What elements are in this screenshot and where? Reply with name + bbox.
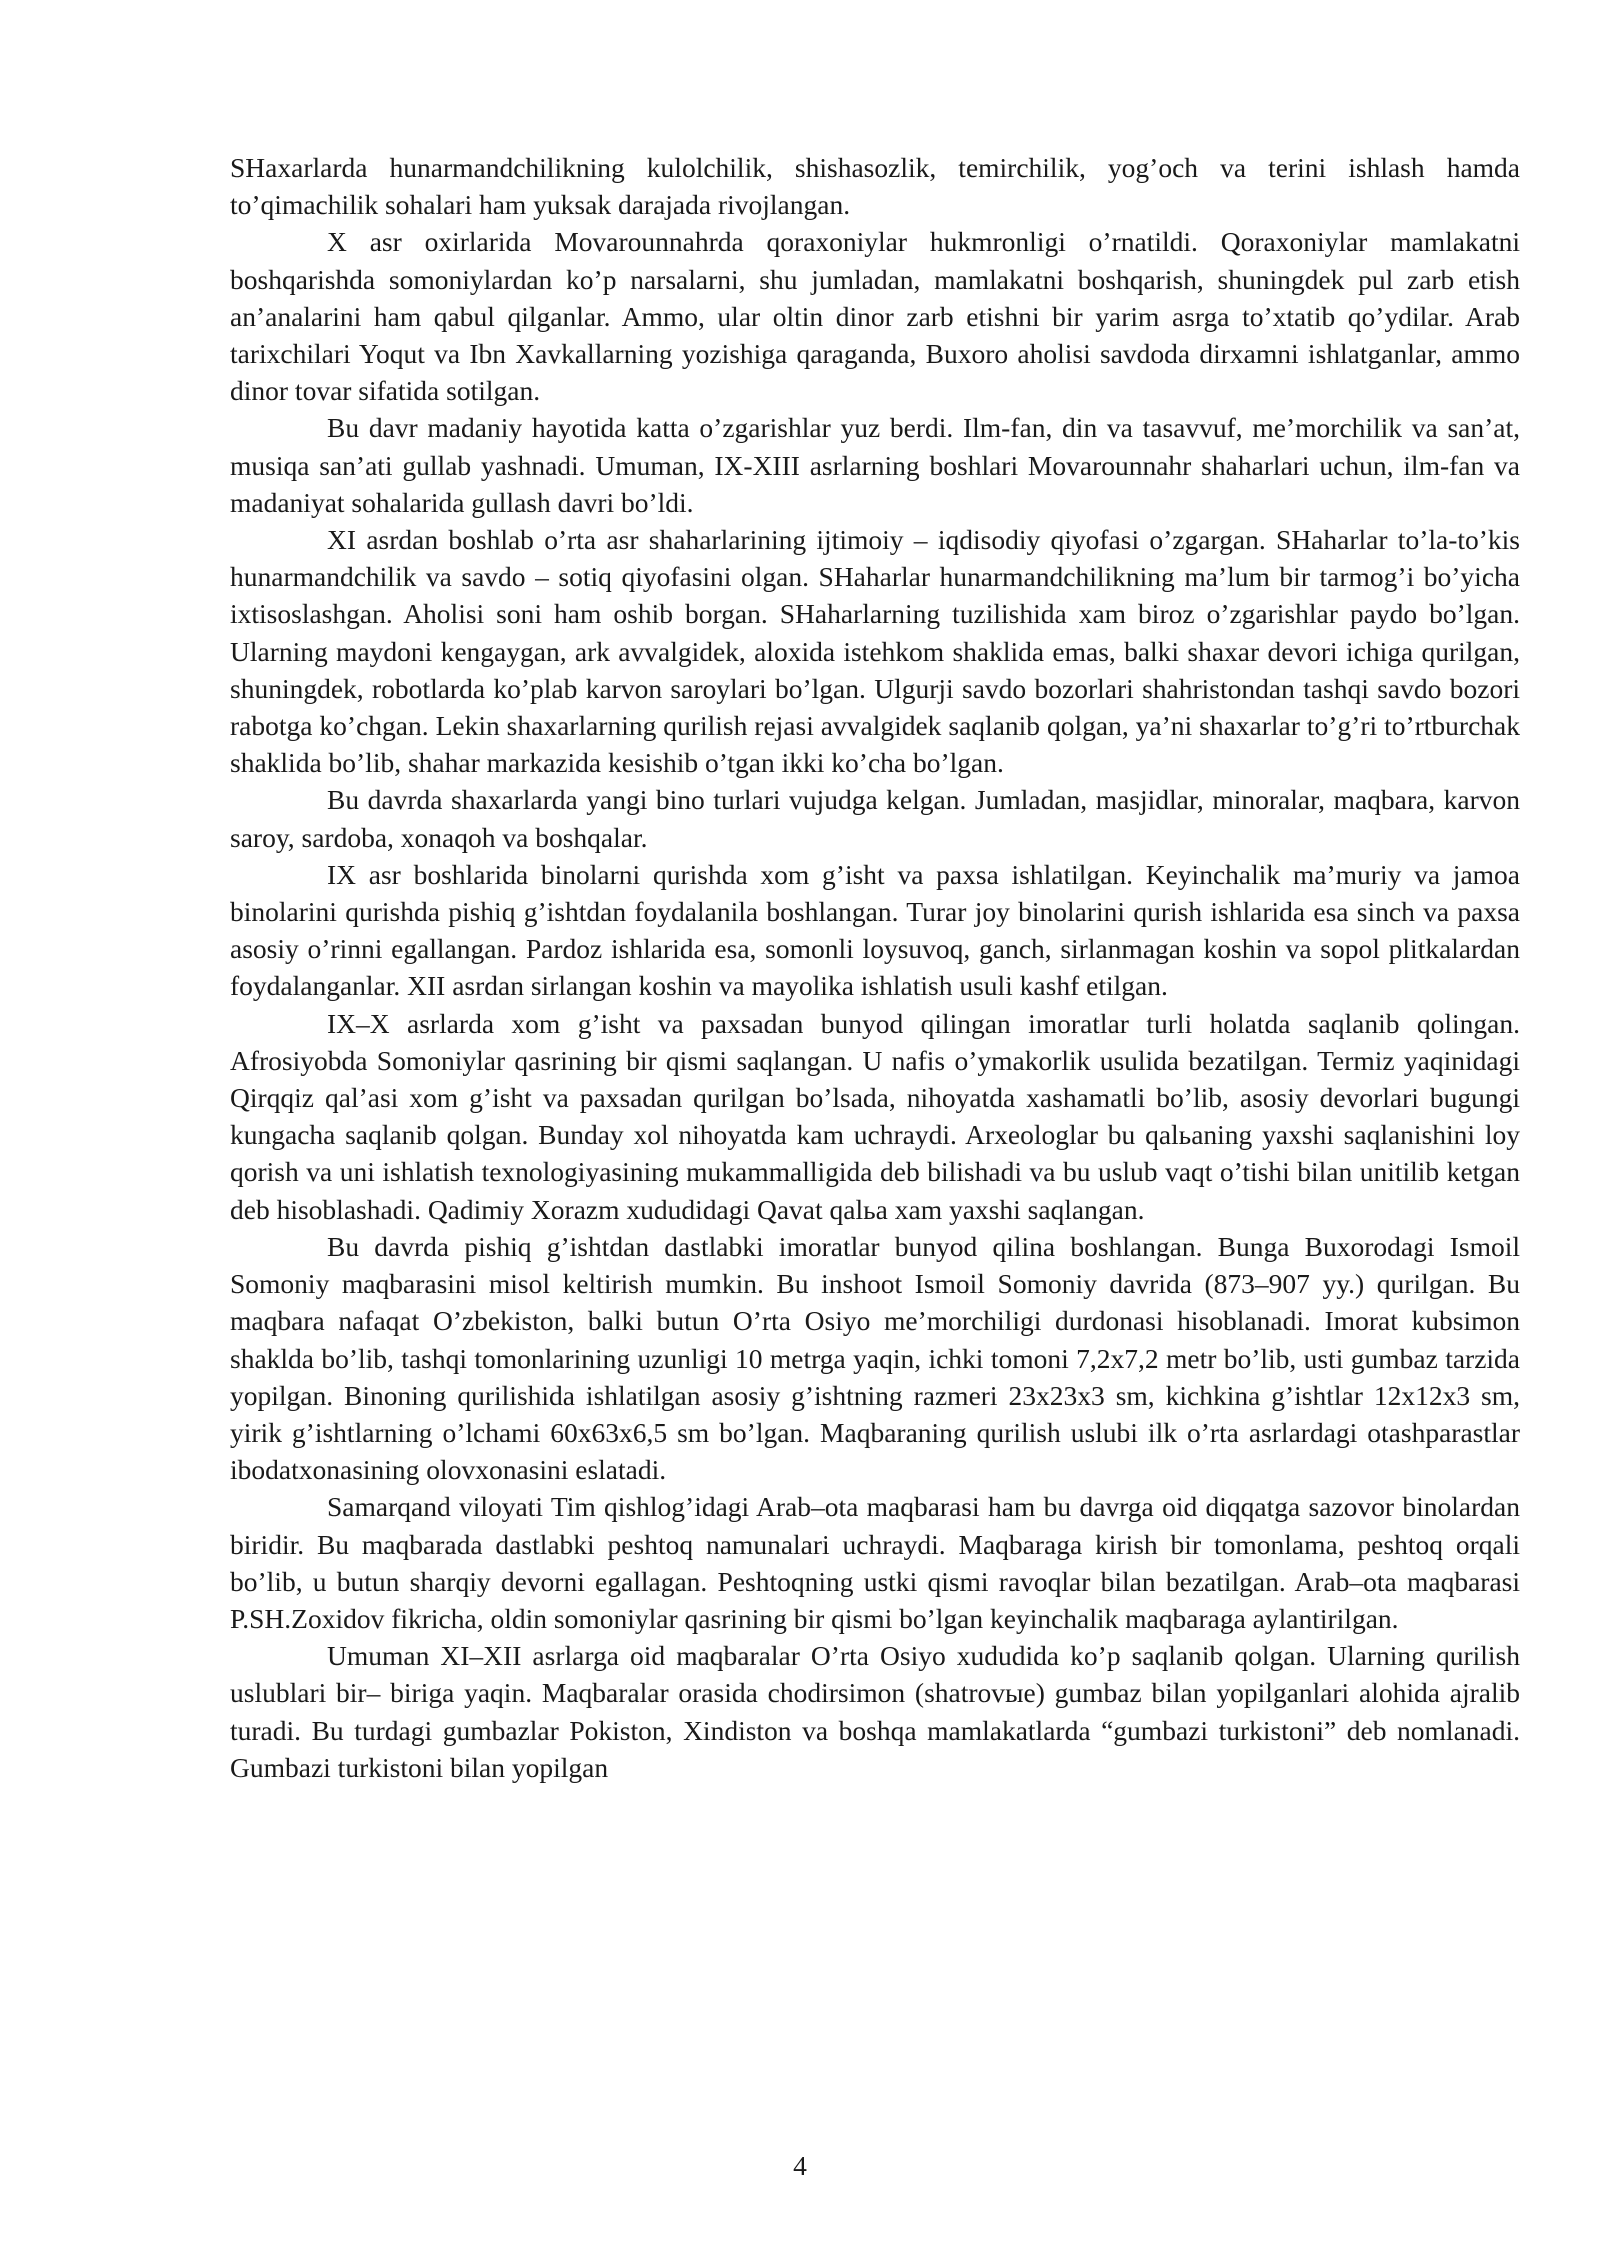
- paragraph: Bu davr madaniy hayotida katta o’zgarishlar yuz berdi. Ilm-fan, din va tasavvuf, me’morchilik va san’at, musiqa san’ati gullab yashnadi. Umuman, IX-XIII asrlarning boshlari Movarounnahr shaharlari uchun, ilm-fan va madaniyat sohalarida gullash davri bo’ldi.: [230, 412, 1520, 518]
- page-number: 4: [793, 2150, 807, 2181]
- paragraph: SHaxarlarda hunarmandchilikning kulolchilik, shishasozlik, temirchilik, yog’och va terini ishlash hamda to’qimachilik sohalari ham yuksak darajada rivojlangan.: [230, 152, 1520, 221]
- paragraph: Samarqand viloyati Tim qishlog’idagi Arab–ota maqbarasi ham bu davrga oid diqqatga sazovor binolardan biridir. Bu maqbarada dastlabki peshtoq namunalari uchraydi. Maqbaraga kirish bir tomonlama, peshtoq orqali bo’lib, u butun sharqiy devorni egallagan. Peshtoqning ustki qismi ravoqlar bilan bezatilgan. Arab–ota maqbarasi P.SH.Zoxidov fikricha, oldin somoniylar qasrining bir qismi bo’lgan keyinchalik maqbaraga aylantirilgan.: [230, 1491, 1520, 1634]
- paragraph: IX asr boshlarida binolarni qurishda xom g’isht va paxsa ishlatilgan. Keyinchalik ma’muriy va jamoa binolarini qurishda pishiq g’ishtdan foydalanila boshlangan. Turar joy binolarini qurish ishlarida esa sinch va paxsa asosiy o’rinni egallangan. Pardoz ishlarida esa, somonli loysuvoq, ganch, sirlanmagan koshin va sopol plitkalardan foydalanganlar. XII asrdan sirlangan koshin va mayolika ishlatish usuli kashf etilgan.: [230, 858, 1520, 1002]
- paragraph: IX–X asrlarda xom g’isht va paxsadan bunyod qilingan imoratlar turli holatda saqlanib qolingan. Afrosiyobda Somoniylar qasrining bir qismi saqlangan. U nafis o’ymakorlik usulida bezatilgan. Termiz yaqinidagi Qirqqiz qal’asi xom g’isht va paxsadan qurilgan bo’lsada, nihoyatda xashamatli bo’lib, asosiy devorlari bugungi kungacha saqlanib qolgan. Bunday xol nihoyatda kam uchraydi. Arxeologlar bu qalьaning yaxshi saqlanishini loy qorish va uni ishlatish texnologiyasining mukammalligida deb bilishadi va bu uslub vaqt o’tishi bilan unitilib ketgan deb hisoblashadi. Qadimiy Xorazm xududidagi Qavat qalьa xam yaxshi saqlangan.: [230, 1007, 1520, 1225]
- paragraph: Bu davrda pishiq g’ishtdan dastlabki imoratlar bunyod qilina boshlangan. Bunga Buxorodagi Ismoil Somoniy maqbarasini misol keltirish mumkin. Bu inshoot Ismoil Somoniy davrida (873–907 yy.) qurilgan. Bu maqbara nafaqat O’zbekiston, balki butun O’rta Osiyo me’morchiligi durdonasi hisoblanadi. Imorat kubsimon shaklda bo’lib, tashqi tomonlarining uzunligi 10 metrga yaqin, ichki tomoni 7,2x7,2 metr bo’lib, usti gumbaz tarzida yopilgan. Binoning qurilishida ishlatilgan asosiy g’ishtning razmeri 23x23x3 sm, kichkina g’ishtlar 12x12x3 sm, yirik g’ishtlarning o’lchami 60x63x6,5 sm bo’lgan. Maqbaraning qurilish uslubi ilk o’rta asrlardagi otashparastlar ibodatxonasining olovxonasini eslatadi.: [230, 1230, 1520, 1486]
- paragraph: X asr oxirlarida Movarounnahrda qoraxoniylar hukmronligi o’rnatildi. Qoraxoniylar mamlakatni boshqarishda somoniylardan ko’p narsalarni, shu jumladan, mamlakatni boshqarish, shuningdek pul zarb etish an’analarini ham qabul qilganlar. Ammo, ular oltin dinor zarb etishni bir yarim asrga to’xtatib qo’ydilar. Arab tarixchilari Yoqut va Ibn Xavkallarning yozishiga qaraganda, Buxoro aholisi savdoda dirxamni ishlatganlar, ammo dinor tovar sifatida sotilgan.: [230, 226, 1520, 407]
- paragraph: XI asrdan boshlab o’rta asr shaharlarining ijtimoiy – iqdisodiy qiyofasi o’zgargan. SHaharlar to’la-to’kis hunarmandchilik va savdo – sotiq qiyofasini olgan. SHaharlar hunarmandchilikning ma’lum bir tarmog’i bo’yicha ixtisoslashgan. Aholisi soni ham oshib borgan. SHaharlarning tuzilishida xam biroz o’zgarishlar paydo bo’lgan. Ularning maydoni kengaygan, ark avvalgidek, aloxida istehkom shaklida emas, balki shaxar devori ichiga qurilgan, shuningdek, robotlarda ko’plab karvon saroylari bo’lgan. Ulgurji savdo bozorlari shahristondan tashqi savdo bozori rabotga ko’chgan. Lekin shaxarlarning qurilish rejasi avvalgidek saqlanib qolgan, ya’ni shaxarlar to’g’ri to’rtburchak shaklida bo’lib, shahar markazida kesishib o’tgan ikki ko’cha bo’lgan.: [230, 524, 1520, 779]
- paragraph: Bu davrda shaxarlarda yangi bino turlari vujudga kelgan. Jumladan, masjidlar, minoralar, maqbara, karvon saroy, sardoba, xonaqoh va boshqalar.: [230, 784, 1520, 853]
- page-body: [230, 149, 1520, 1786]
- paragraph: Umuman XI–XII asrlarga oid maqbaralar O’rta Osiyo xududida ko’p saqlanib qolgan. Ularning qurilish uslublari bir– biriga yaqin. Maqbaralar orasida chodirsimon (shatrovыe) gumbaz bilan yopilganlari alohida ajralib turadi. Bu turdagi gumbazlar Pokiston, Xindiston va boshqa mamlakatlarda “gumbazi turkistoni” deb nomlanadi. Gumbazi turkistoni bilan yopilgan: [230, 1640, 1520, 1783]
